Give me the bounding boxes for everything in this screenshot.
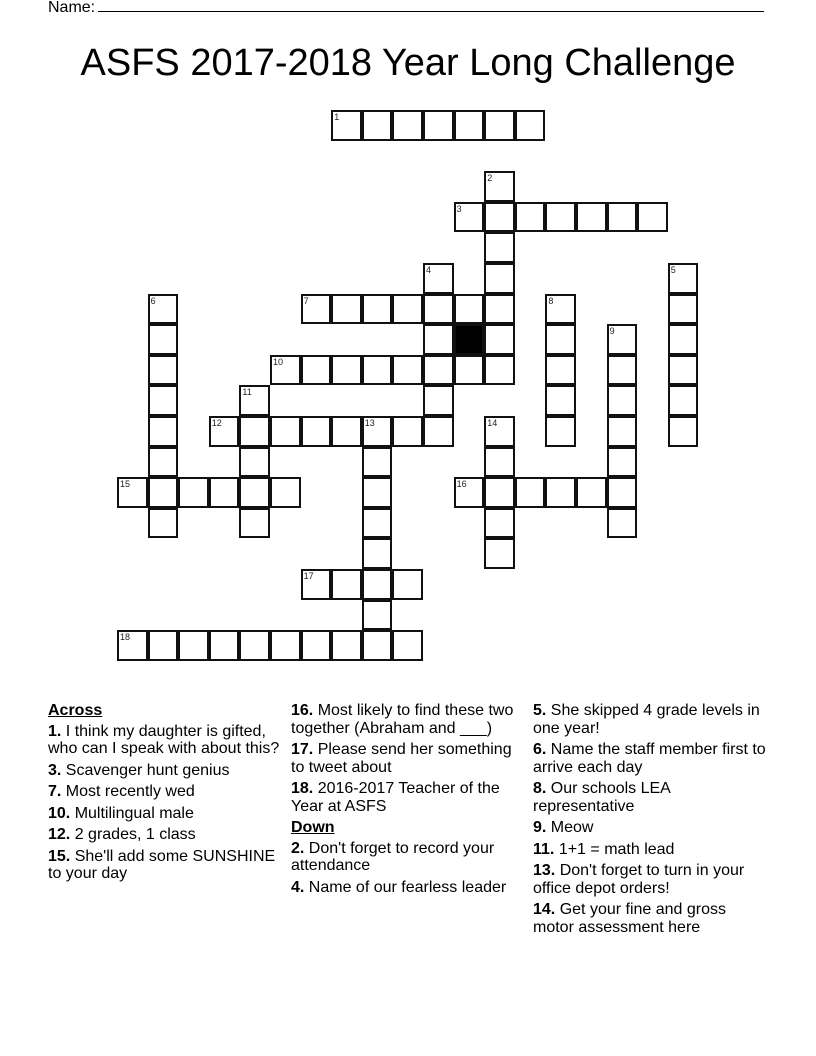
- crossword-cell[interactable]: [484, 324, 515, 355]
- crossword-cell[interactable]: [484, 538, 515, 569]
- crossword-cell[interactable]: [484, 294, 515, 325]
- crossword-cell[interactable]: [178, 477, 209, 508]
- clue-number: 4: [426, 265, 432, 275]
- clue-number: 8: [548, 295, 554, 306]
- crossword-cell[interactable]: [607, 324, 638, 355]
- crossword-cell[interactable]: [392, 630, 423, 661]
- crossword-cell[interactable]: [607, 508, 638, 539]
- clue-down-5: 5. She skipped 4 grade levels in one year!: [533, 702, 760, 737]
- crossword-cell[interactable]: [270, 416, 301, 447]
- crossword-cell[interactable]: [331, 630, 362, 661]
- crossword-cell[interactable]: [545, 202, 576, 233]
- clue-number: 5: [670, 265, 676, 275]
- crossword-cell[interactable]: [270, 355, 301, 386]
- crossword-cell[interactable]: [454, 355, 485, 386]
- crossword-cell[interactable]: [331, 110, 362, 141]
- crossword-cell[interactable]: [668, 324, 699, 355]
- crossword-cell[interactable]: [148, 477, 179, 508]
- clue-number: 11: [242, 387, 252, 398]
- crossword-cell[interactable]: [423, 355, 454, 386]
- crossword-cell[interactable]: [148, 294, 179, 325]
- clue-number: 1: [334, 112, 340, 122]
- crossword-cell[interactable]: [301, 630, 332, 661]
- crossword-cell[interactable]: [362, 416, 393, 447]
- crossword-cell[interactable]: [362, 630, 393, 661]
- crossword-cell[interactable]: [576, 202, 607, 233]
- crossword-cell[interactable]: [239, 447, 270, 478]
- clue-across-3: 3. Scavenger hunt genius: [48, 761, 230, 779]
- crossword-cell[interactable]: [331, 569, 362, 600]
- crossword-cell[interactable]: [607, 416, 638, 447]
- crossword-cell[interactable]: [423, 416, 454, 447]
- clue-number: 18: [120, 632, 131, 643]
- crossword-cell[interactable]: [484, 110, 515, 141]
- crossword-cell[interactable]: [454, 294, 485, 325]
- crossword-cell[interactable]: [423, 324, 454, 355]
- crossword-cell[interactable]: [637, 202, 668, 233]
- crossword-cell[interactable]: [117, 477, 148, 508]
- crossword-cell[interactable]: [423, 110, 454, 141]
- crossword-cell[interactable]: [392, 294, 423, 325]
- crossword-cell[interactable]: [331, 355, 362, 386]
- crossword-cell[interactable]: [484, 202, 515, 233]
- clue-number: 6: [150, 295, 156, 306]
- clue-down-11: 11. 1+1 = math lead: [533, 840, 675, 858]
- crossword-cell[interactable]: [209, 416, 240, 447]
- clue-down-8: 8. Our schools LEA representative: [533, 780, 670, 815]
- crossword-cell[interactable]: [392, 355, 423, 386]
- crossword-cell[interactable]: [148, 385, 179, 416]
- clue-number: 10: [273, 356, 284, 367]
- crossword-cell[interactable]: [331, 294, 362, 325]
- crossword-cell[interactable]: [545, 416, 576, 447]
- crossword-cell[interactable]: [607, 385, 638, 416]
- crossword-cell[interactable]: [239, 477, 270, 508]
- crossword-cell[interactable]: [178, 630, 209, 661]
- crossword-cell[interactable]: [148, 447, 179, 478]
- clue-down-4: 4. Name of our fearless leader: [291, 878, 507, 896]
- clue-down-6: 6. Name the staff member first to arrive each day: [533, 741, 766, 776]
- clue-down-9: 9. Meow: [533, 819, 594, 836]
- crossword-cell[interactable]: [484, 263, 515, 294]
- clue-number: 17: [303, 571, 314, 581]
- crossword-cell[interactable]: [362, 538, 393, 569]
- crossword-cell[interactable]: [454, 477, 485, 508]
- crossword-cell[interactable]: [545, 294, 576, 325]
- clue-number: 13: [364, 418, 375, 428]
- crossword-cell[interactable]: [239, 385, 270, 416]
- crossword-cell[interactable]: [515, 110, 546, 141]
- crossword-cell[interactable]: [148, 324, 179, 355]
- across-header: Across: [48, 702, 103, 719]
- crossword-cell[interactable]: [362, 447, 393, 478]
- clues-column-3: [533, 702, 769, 940]
- crossword-cell[interactable]: [270, 477, 301, 508]
- clue-down-2: 2. Don't forget to record your attendance: [291, 839, 495, 874]
- crossword-cell[interactable]: [239, 508, 270, 539]
- crossword-cell[interactable]: [301, 569, 332, 600]
- clue-number: 14: [487, 418, 498, 428]
- black-cell: [454, 324, 485, 355]
- down-header: Down: [291, 819, 335, 836]
- crossword-cell[interactable]: [362, 600, 393, 631]
- crossword-cell[interactable]: [484, 171, 515, 202]
- clue-number: 12: [211, 418, 222, 428]
- crossword-cell[interactable]: [392, 416, 423, 447]
- crossword-cell[interactable]: [607, 477, 638, 508]
- crossword-cell[interactable]: [668, 385, 699, 416]
- crossword-cell[interactable]: [484, 447, 515, 478]
- crossword-cell[interactable]: [423, 263, 454, 294]
- crossword-cell[interactable]: [362, 294, 393, 325]
- crossword-cell[interactable]: [668, 263, 699, 294]
- clue-number: 3: [456, 203, 462, 214]
- crossword-cell[interactable]: [668, 294, 699, 325]
- crossword-cell[interactable]: [515, 202, 546, 233]
- crossword-cell[interactable]: [607, 355, 638, 386]
- crossword-cell[interactable]: [362, 569, 393, 600]
- crossword-cell[interactable]: [454, 202, 485, 233]
- crossword-cell[interactable]: [545, 385, 576, 416]
- clue-number: 2: [487, 173, 493, 184]
- clue-across-18: 18. 2016-2017 Teacher of the Year at ASFS: [291, 780, 500, 815]
- clue-across-16: 16. Most likely to find these two together (Abraham and ___): [291, 702, 514, 737]
- crossword-cell[interactable]: [668, 355, 699, 386]
- name-label: Name:: [48, 0, 96, 16]
- clue-down-14: 14. Get your fine and gross motor assessment here: [533, 901, 727, 936]
- crossword-cell[interactable]: [607, 202, 638, 233]
- crossword-cell[interactable]: [270, 630, 301, 661]
- crossword-cell[interactable]: [331, 416, 362, 447]
- crossword-cell[interactable]: [392, 569, 423, 600]
- crossword-cell[interactable]: [668, 416, 699, 447]
- crossword-cell[interactable]: [545, 355, 576, 386]
- clue-across-15: 15. She'll add some SUNSHINE to your day: [48, 847, 276, 882]
- crossword-cell[interactable]: [209, 630, 240, 661]
- crossword-cell[interactable]: [423, 294, 454, 325]
- clue-number: 9: [609, 326, 615, 337]
- crossword-cell[interactable]: [148, 355, 179, 386]
- clue-across-7: 7. Most recently wed: [48, 783, 195, 800]
- crossword-cell[interactable]: [117, 630, 148, 661]
- page-title: ASFS 2017-2018 Year Long Challenge: [80, 42, 736, 84]
- crossword-cell[interactable]: [362, 508, 393, 539]
- crossword-cell[interactable]: [362, 110, 393, 141]
- crossword-cell[interactable]: [148, 630, 179, 661]
- crossword-cell[interactable]: [545, 324, 576, 355]
- crossword-cell[interactable]: [454, 110, 485, 141]
- crossword-cell[interactable]: [607, 447, 638, 478]
- crossword-cell[interactable]: [148, 416, 179, 447]
- crossword-cell[interactable]: [576, 477, 607, 508]
- clue-number: 15: [120, 479, 131, 490]
- crossword-cell[interactable]: [392, 110, 423, 141]
- crossword-cell[interactable]: [484, 355, 515, 386]
- crossword-cell[interactable]: [239, 416, 270, 447]
- crossword-cell[interactable]: [301, 416, 332, 447]
- crossword-cell[interactable]: [545, 477, 576, 508]
- crossword-cell[interactable]: [239, 630, 270, 661]
- clue-number: 7: [303, 295, 309, 306]
- crossword-cell[interactable]: [484, 416, 515, 447]
- clue-across-12: 12. 2 grades, 1 class: [48, 826, 196, 843]
- crossword-cell[interactable]: [301, 355, 332, 386]
- crossword-cell[interactable]: [484, 232, 515, 263]
- crossword-cell[interactable]: [362, 477, 393, 508]
- crossword-cell[interactable]: [209, 477, 240, 508]
- clues-column-1: [48, 702, 284, 887]
- crossword-cell[interactable]: [362, 355, 393, 386]
- clue-number: 16: [456, 479, 467, 490]
- clue-across-17: 17. Please send her something to tweet about: [291, 741, 512, 776]
- crossword-cell[interactable]: [423, 385, 454, 416]
- crossword-cell[interactable]: [301, 294, 332, 325]
- clue-across-1: 1. I think my daughter is gifted, who can I speak with about this?: [48, 722, 280, 757]
- clues-column-2: [291, 702, 527, 900]
- crossword-cell[interactable]: [484, 477, 515, 508]
- clue-down-13: 13. Don't forget to turn in your office depot orders!: [533, 862, 745, 897]
- crossword-cell[interactable]: [484, 508, 515, 539]
- crossword-cell[interactable]: [148, 508, 179, 539]
- clue-across-10: 10. Multilingual male: [48, 804, 194, 822]
- crossword-cell[interactable]: [515, 477, 546, 508]
